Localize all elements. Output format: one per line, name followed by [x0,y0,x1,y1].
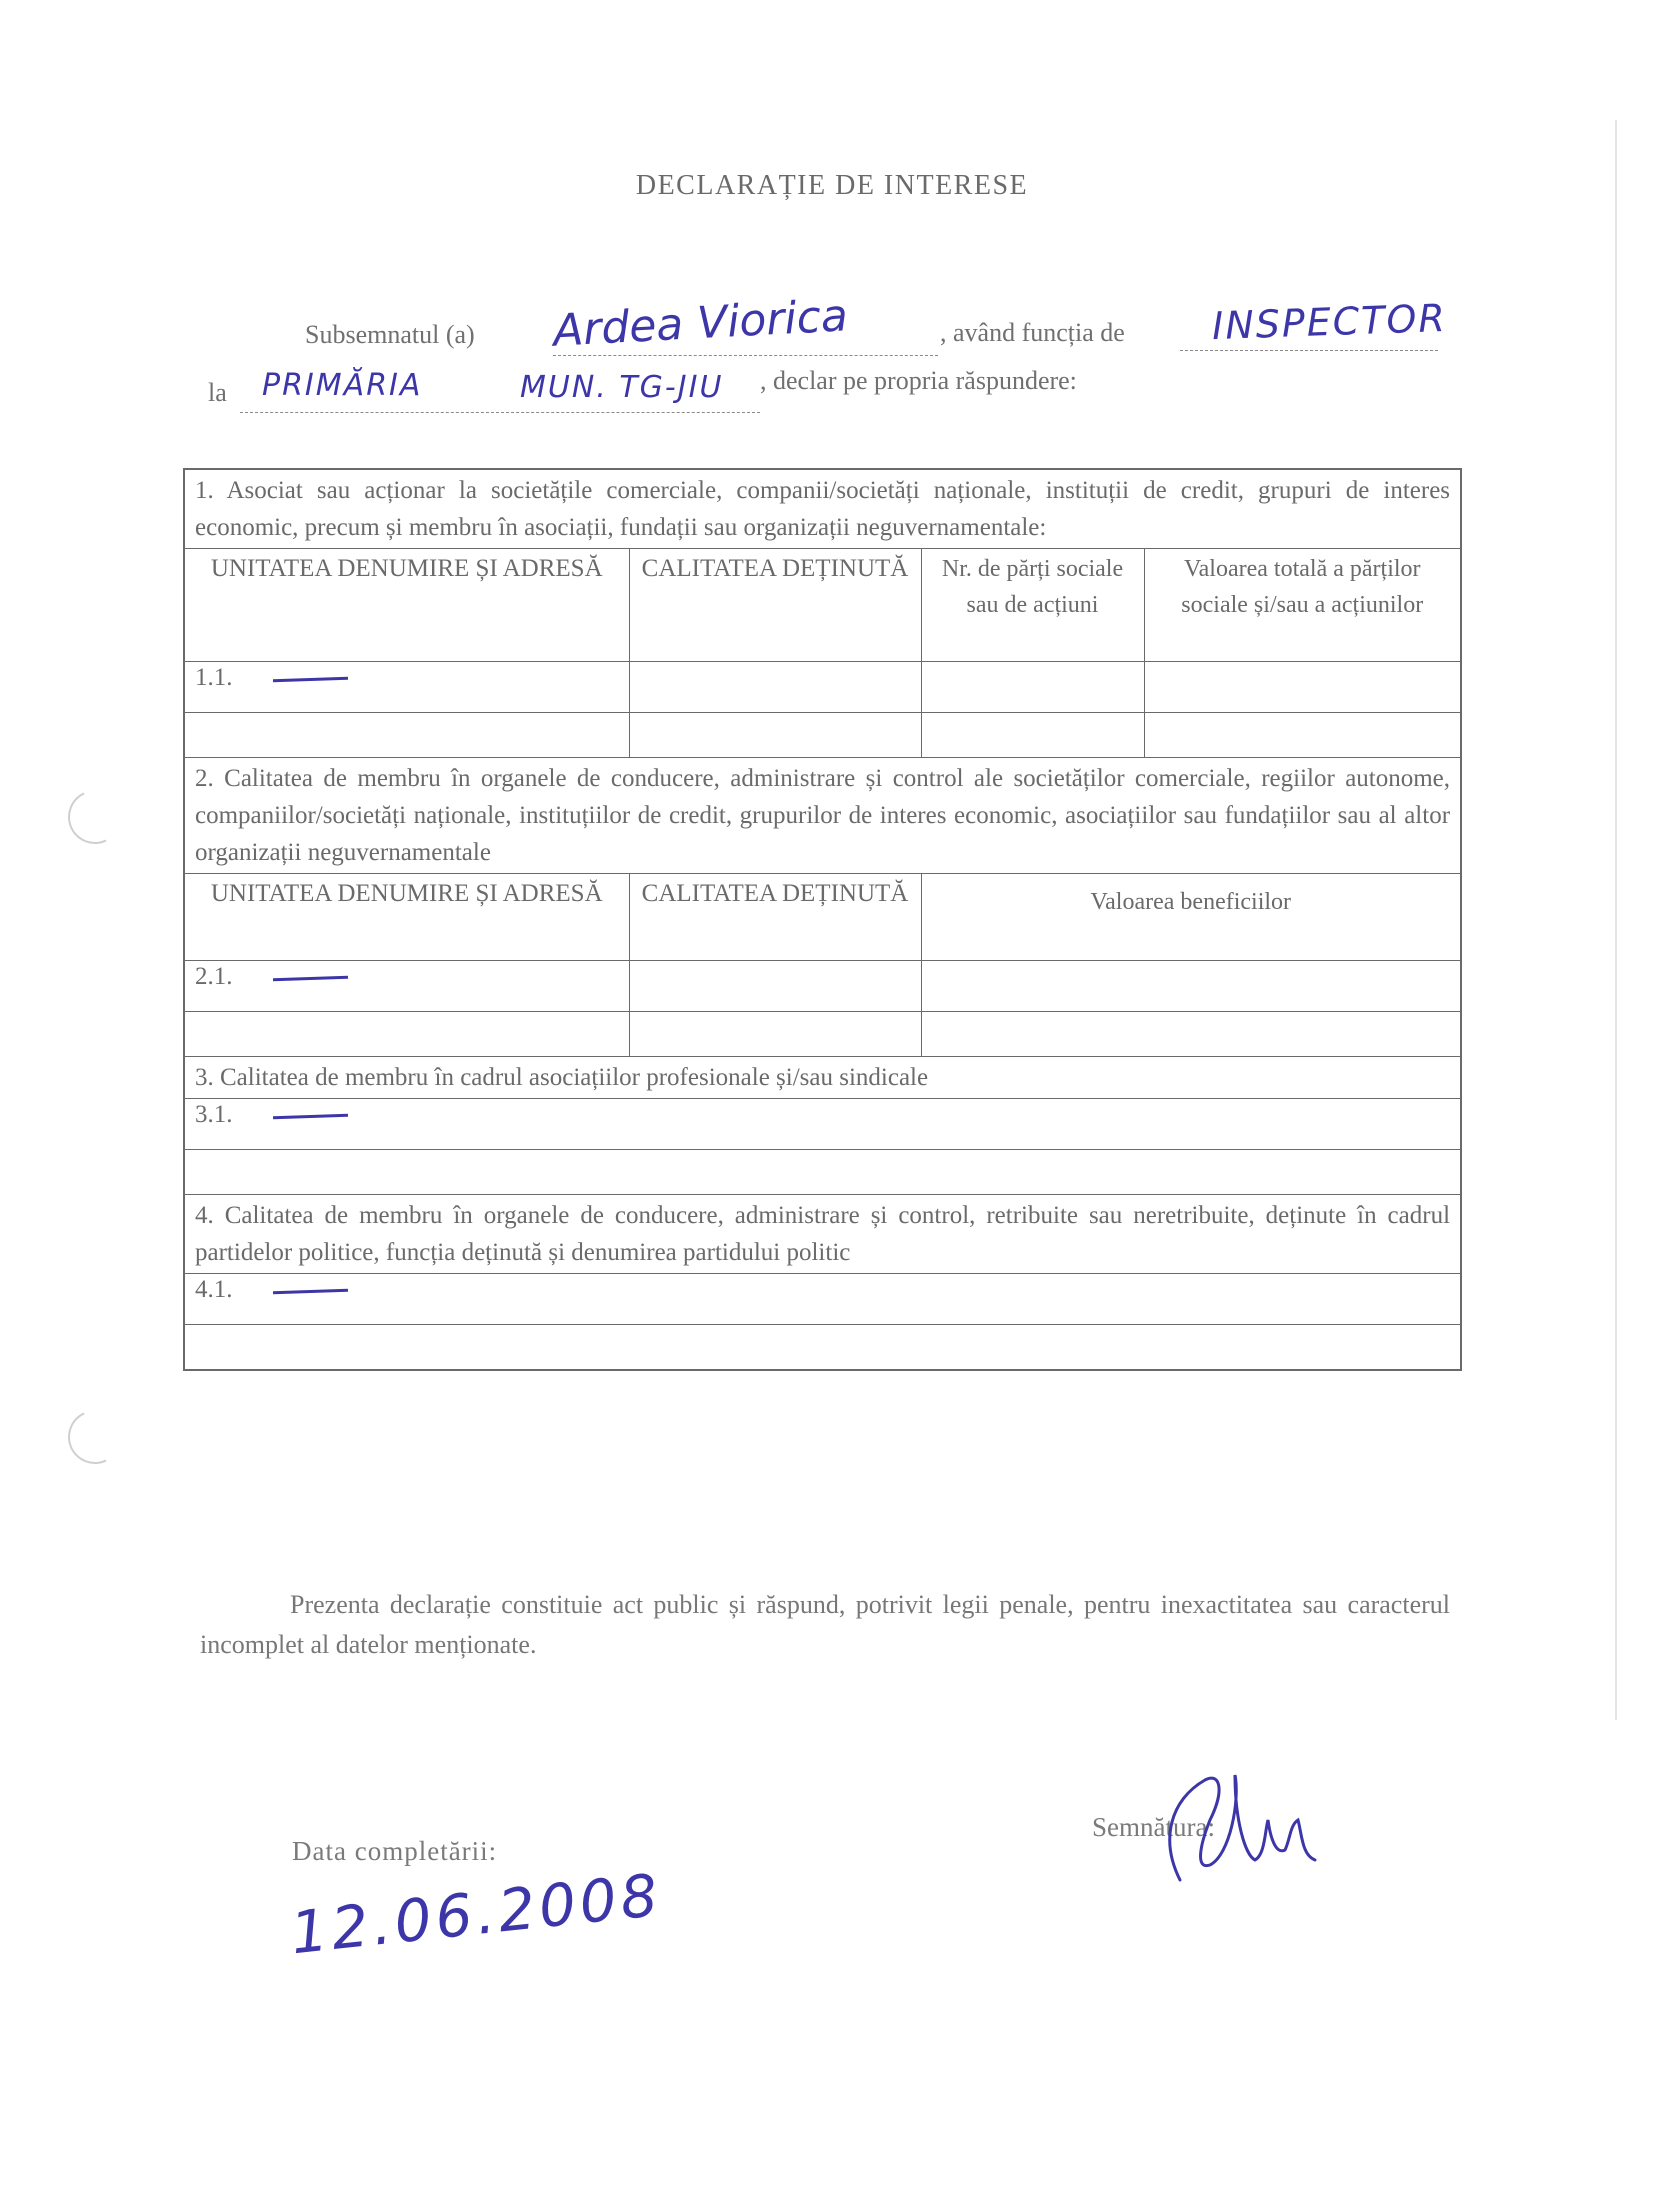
handwritten-dash [272,676,347,682]
section1-row-1 [184,662,1461,713]
declarant-name: Ardea Viorica [551,290,849,357]
table-cell [184,1012,629,1057]
section3-row-label [184,1099,1461,1150]
subsemnatul-label: Subsemnatul (a) [305,320,475,349]
section1-columns-row [184,549,1461,662]
section4-row-2 [184,1325,1461,1371]
section1-col-valoarea: Valoarea totală a părților sociale și/sau a acțiunilor [1144,549,1461,662]
institution-name: PRIMĂRIA [262,368,423,403]
section2-row-1 [184,961,1461,1012]
section1-text: 1. Asociat sau acționar la societățile comerciale, companii/societăți naționale, instituții de credit, grupuri de interes economic, precum și membru în asociații, fundații sau organizații neguvernamentale: [184,469,1461,549]
institution-underline [240,412,760,413]
table-cell [629,713,921,758]
section4-header-row [184,1195,1461,1274]
table-cell [1144,662,1461,713]
section3-row-2 [184,1150,1461,1195]
closing-statement: Prezenta declarație constituie act public și răspund, potrivit legii penale, pentru inexactitatea sau caracterul incomplet al datelor menționate. [200,1590,1450,1659]
table-cell [921,1012,1461,1057]
table-cell [184,1325,1461,1371]
institution-city: MUN. TG-JIU [520,370,724,405]
functia-label: , având funcția de [940,318,1125,347]
table-cell [629,662,921,713]
section4-row-1 [184,1274,1461,1325]
functia-value: INSPECTOR [1211,295,1448,349]
section2-text: 2. Calitatea de membru în organele de conducere, administrare și control ale societăților comerciale, regiilor autonome, companiilor/societăți naționale, instituțiilor de credit, grupurilor de interes economic, asociațiilor sau fundațiilor sau al altor organizații neguvernamentale [184,758,1461,874]
section1-row-2 [184,713,1461,758]
row-label-1-1: 1.1. [195,664,233,691]
punch-hole-mark [60,1402,129,1471]
date-label: Data completării: [292,1836,498,1866]
table-cell [921,713,1144,758]
section4-row-label [184,1274,1461,1325]
section3-text: 3. Calitatea de membru în cadrul asociațiilor profesionale și/sau sindicale [184,1057,1461,1099]
date-value: 12.06.2008 [287,1860,665,1968]
row-label-4-1: 4.1. [195,1276,233,1303]
row-label-3-1: 3.1. [195,1101,233,1128]
handwritten-dash [272,975,347,981]
section3-row-1 [184,1099,1461,1150]
name-underline [553,355,938,356]
section1-row-label [184,662,629,713]
table-cell [1144,713,1461,758]
section2-columns-row [184,874,1461,961]
table-cell [629,961,921,1012]
section1-header-row [184,469,1461,549]
functia-underline [1180,350,1438,351]
table-cell [921,961,1461,1012]
signature-label: Semnătura: [1092,1812,1215,1842]
section2-header-row [184,758,1461,874]
table-cell [629,1012,921,1057]
scan-edge-line [1615,120,1617,1720]
document-title: DECLARAȚIE DE INTERESE [635,170,1029,201]
row-label-2-1: 2.1. [195,963,233,990]
punch-hole-mark [60,782,129,851]
handwritten-dash [272,1113,347,1119]
la-label: la [208,378,227,407]
declar-label: , declar pe propria răspundere: [760,366,1077,395]
section1-col-calitatea: CALITATEA DEȚINUTĂ [629,549,921,662]
handwritten-dash [272,1288,347,1294]
handwritten-signature [1150,1760,1340,1890]
table-cell [184,1150,1461,1195]
section2-col-calitatea: CALITATEA DEȚINUTĂ [629,874,921,961]
section2-col-valoarea: Valoarea beneficiilor [921,874,1461,961]
section3-header-row [184,1057,1461,1099]
section2-row-label [184,961,629,1012]
section1-col-nr: Nr. de părți sociale sau de acțiuni [921,549,1144,662]
section2-col-unitatea: UNITATEA DENUMIRE ȘI ADRESĂ [184,874,629,961]
section4-text: 4. Calitatea de membru în organele de conducere, administrare și control, retribuite sau neretribuite, deținute în cadrul partidelor politice, funcția deținută și denumirea partidului politic [184,1195,1461,1274]
section1-col-unitatea: UNITATEA DENUMIRE ȘI ADRESĂ [184,549,629,662]
table-cell [921,662,1144,713]
section2-row-2 [184,1012,1461,1057]
table-cell [184,713,629,758]
declaration-table [183,468,1462,1371]
